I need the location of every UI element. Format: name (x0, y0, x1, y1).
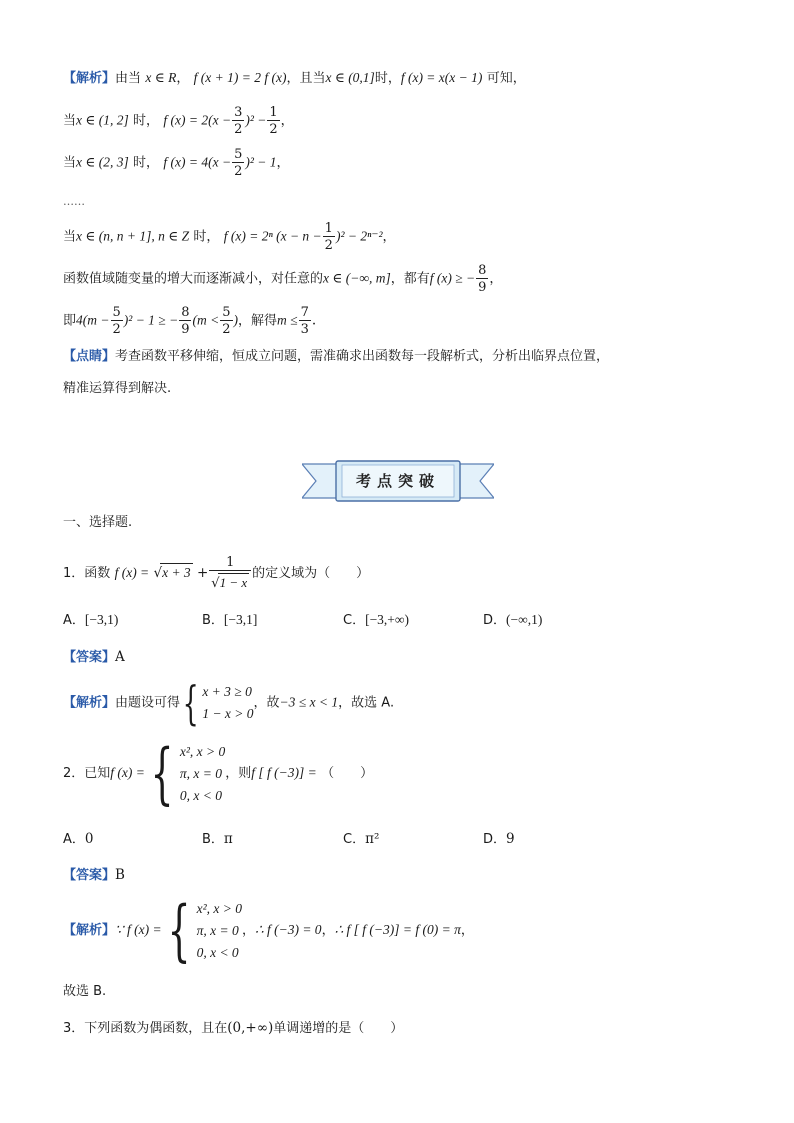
fraction: $\frac{1}{√1 - x}$ (209, 556, 251, 591)
case-system: x + 3 ≥ 0 1 − x > 0 (202, 684, 254, 721)
solution-line-5: 当x ∈ (n, n + 1], n ∈ Z 时， f (x) = 2ⁿ (x − n − $\frac{1}{2}$ )² − 2ⁿ⁻²， (63, 221, 396, 253)
fraction: $\frac{8}{9}$ (478, 263, 487, 295)
question-3: 3．下列函数为偶函数，且在(0,+∞)单调递增的是（ ） (63, 1020, 404, 1036)
q1-answer: 【答案】A (63, 649, 125, 665)
q2-answer: 【答案】B (63, 867, 125, 883)
analysis-tag: 【解析】 (63, 71, 116, 86)
ellipsis: …… (63, 195, 85, 208)
solution-line-7: 即4(m − $\frac{5}{2}$ )² − 1 ≥ − $\frac{8}{9}$ (m < $\frac{5}{2}$ )，解得m ≤ $\frac{7}{3}$ . (63, 305, 317, 337)
solution-line-1: 【解析】由当 x ∈ R， f (x + 1) = 2 f (x)，且当x ∈ (0,1]时，f (x) = x(x − 1) 可知， (63, 70, 526, 86)
fraction: $\frac{1}{2}$ (324, 221, 333, 253)
fraction: $\frac{5}{2}$ (112, 305, 121, 337)
q2-conclusion: 故选 B. (63, 984, 107, 999)
section-banner (302, 460, 494, 502)
q1-option-a[interactable]: A．[−3,1) (63, 612, 119, 628)
fraction: $\frac{7}{3}$ (300, 305, 309, 337)
q1-option-b[interactable]: B．[−3,1] (202, 612, 258, 628)
remark-line: 【点睛】考查函数平移伸缩，恒成立问题，需准确求出函数每一段解析式，分析出临界点位置， (63, 349, 610, 364)
q1-option-d[interactable]: D．(−∞,1) (483, 612, 543, 628)
solution-line-2: 当x ∈ (1, 2] 时， f (x) = 2(x − $\frac{3}{2}$ )² − $\frac{1}{2}$ ， (63, 105, 294, 137)
q2-option-c[interactable]: C．π² (343, 831, 380, 847)
remark-line-2: 精准运算得到解决. (63, 381, 172, 396)
fraction: $\frac{1}{2}$ (269, 105, 278, 137)
q2-option-a[interactable]: A．0 (63, 831, 94, 847)
q2-option-d[interactable]: D．9 (483, 831, 515, 847)
fraction: $\frac{3}{2}$ (234, 105, 243, 137)
remark-tag: 【点睛】 (63, 349, 116, 364)
piecewise-cases: x², x > 0 π, x = 0 0, x < 0 (196, 900, 242, 960)
fraction: $\frac{8}{9}$ (181, 305, 190, 337)
q1-option-c[interactable]: C．[−3,+∞) (343, 612, 410, 628)
piecewise-cases: x², x > 0 π, x = 0 0, x < 0 (179, 743, 226, 803)
question-2: 2．已知f (x) ={ x², x > 0 π, x = 0 0, x < 0 ，则f [ f (−3)] = （ ） (63, 734, 374, 812)
question-1: 1．函数 f (x) = √x + 3 + $\frac{1}{√1 - x}$ 的定义域为（ ） (63, 555, 370, 591)
fraction: $\frac{5}{2}$ (222, 305, 231, 337)
fraction: $\frac{5}{2}$ (234, 147, 243, 179)
q2-solution: 【解析】∵ f (x) ={ x², x > 0 π, x = 0 0, x < 0 ，∴ f (−3) = 0，∴ f [ f (−3)] = f (0) = π， (63, 891, 474, 969)
q1-solution: 【解析】由题设可得{ x + 3 ≥ 0 1 − x > 0 ，故−3 ≤ x < 1，故选 A. (63, 676, 395, 730)
banner-title: 考点突破 (355, 472, 440, 490)
solution-line-3: 当x ∈ (2, 3] 时， f (x) = 4(x − $\frac{5}{2}$ )² − 1， (63, 147, 290, 179)
q2-option-b[interactable]: B．π (202, 831, 233, 847)
solution-line-6: 函数值域随变量的增大而逐渐减小，对任意的x ∈ (−∞, m]，都有f (x) ≥ − $\frac{8}{9}$ ， (63, 263, 503, 295)
section-heading: 一、选择题. (63, 515, 133, 530)
